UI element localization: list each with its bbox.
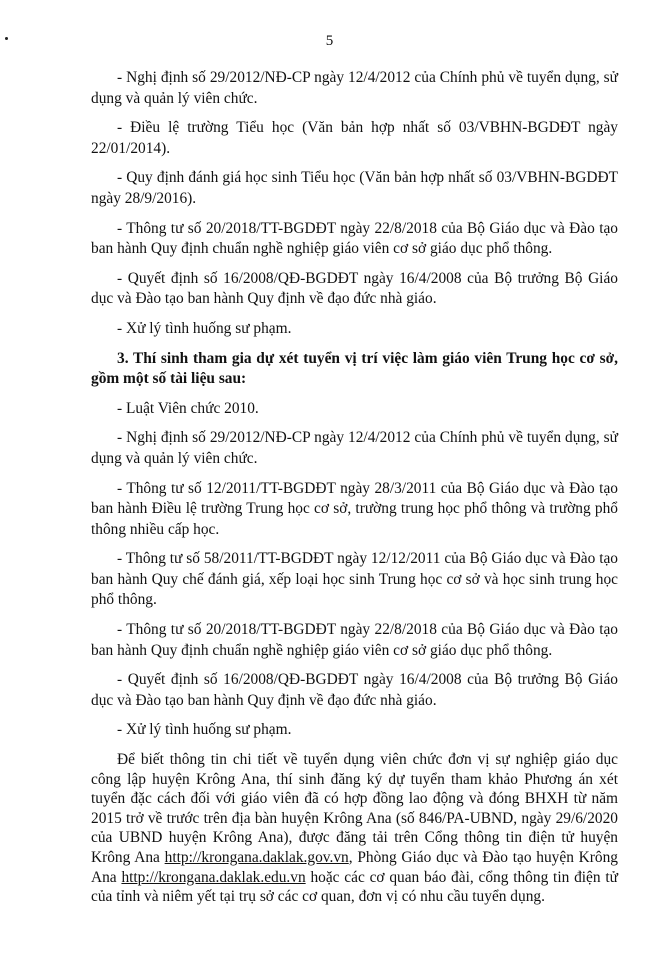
- document-body: [91, 68, 618, 916]
- list-item: - Quy định đánh giá học sinh Tiểu học (Văn bản hợp nhất số 03/VBHN-BGDĐT ngày 28/9/2016).: [91, 169, 618, 207]
- list-item: - Thông tư số 20/2018/TT-BGDĐT ngày 22/8/2018 của Bộ Giáo dục và Đào tạo ban hành Quy định chuẩn nghề nghiệp giáo viên cơ sở giáo dục phổ thông.: [91, 621, 618, 659]
- closing-paragraph: [91, 750, 618, 907]
- closing-text-3: hoặc các cơ quan báo đài, cổng thông tin điện tử của tỉnh và niêm yết tại trụ sở các cơ quan, đơn vị có nhu cầu tuyển dụng.: [91, 868, 618, 906]
- education-office-link[interactable]: http://krongana.daklak.edu.vn: [121, 868, 306, 886]
- closing-text-1: Để biết thông tin chi tiết về tuyển dụng viên chức đơn vị sự nghiệp giáo dục công lập huyện Krông Ana, thí sinh đăng ký dự tuyển tham khảo Phương án xét tuyển đặc cách đối với giáo viên đã có hợp đồng lao động và đóng BHXH từ năm 2015 trở về trước trên địa bàn huyện Krông Ana (số 846/PA-UBND, ngày 29/6/2020 của UBND huyện Krông Ana), được đăng tải trên Cổng thông tin điện tử huyện Krông Ana: [91, 751, 618, 866]
- section-3-heading: 3. Thí sinh tham gia dự xét tuyển vị trí việc làm giáo viên Trung học cơ sở, gồm một số tài liệu sau:: [91, 349, 618, 388]
- list-item: - Nghị định số 29/2012/NĐ-CP ngày 12/4/2012 của Chính phủ về tuyển dụng, sử dụng và quản lý viên chức.: [91, 429, 618, 467]
- list-item: - Quyết định số 16/2008/QĐ-BGDĐT ngày 16/4/2008 của Bộ trưởng Bộ Giáo dục và Đào tạo ban hành Quy định về đạo đức nhà giáo.: [91, 269, 618, 308]
- list-item: - Thông tư số 20/2018/TT-BGDĐT ngày 22/8/2018 của Bộ Giáo dục và Đào tạo ban hành Quy định chuẩn nghề nghiệp giáo viên cơ sở giáo dục phổ thông.: [91, 219, 618, 258]
- page-number: 5: [325, 33, 334, 49]
- district-portal-link[interactable]: http://krongana.daklak.gov.vn: [164, 849, 349, 866]
- list-item: - Quyết định số 16/2008/QĐ-BGDĐT ngày 16/4/2008 của Bộ trưởng Bộ Giáo dục và Đào tạo ban hành Quy định về đạo đức nhà giáo.: [91, 671, 618, 709]
- list-item: - Thông tư số 58/2011/TT-BGDĐT ngày 12/12/2011 của Bộ Giáo dục và Đào tạo ban hành Quy chế đánh giá, xếp loại học sinh Trung học cơ sở và học sinh trung học phổ thông.: [91, 550, 618, 609]
- list-item: - Luật Viên chức 2010.: [117, 399, 259, 417]
- list-item: - Xử lý tình huống sư phạm.: [117, 721, 292, 739]
- list-item: - Nghị định số 29/2012/NĐ-CP ngày 12/4/2012 của Chính phủ về tuyển dụng, sử dụng và quản lý viên chức.: [91, 69, 618, 107]
- closing-text-2: , Phòng Giáo dục và Đào tạo huyện Krông Ana: [91, 849, 618, 886]
- list-item: - Thông tư số 12/2011/TT-BGDĐT ngày 28/3/2011 của Bộ Giáo dục và Đào tạo ban hành Điều lệ trường Trung học cơ sở, trường trung học phổ thông và trường phổ thông nhiều cấp học.: [91, 479, 618, 538]
- list-item: - Xử lý tình huống sư phạm.: [117, 319, 292, 337]
- list-item: - Điều lệ trường Tiểu học (Văn bản hợp nhất số 03/VBHN-BGDĐT ngày 22/01/2014).: [91, 119, 618, 157]
